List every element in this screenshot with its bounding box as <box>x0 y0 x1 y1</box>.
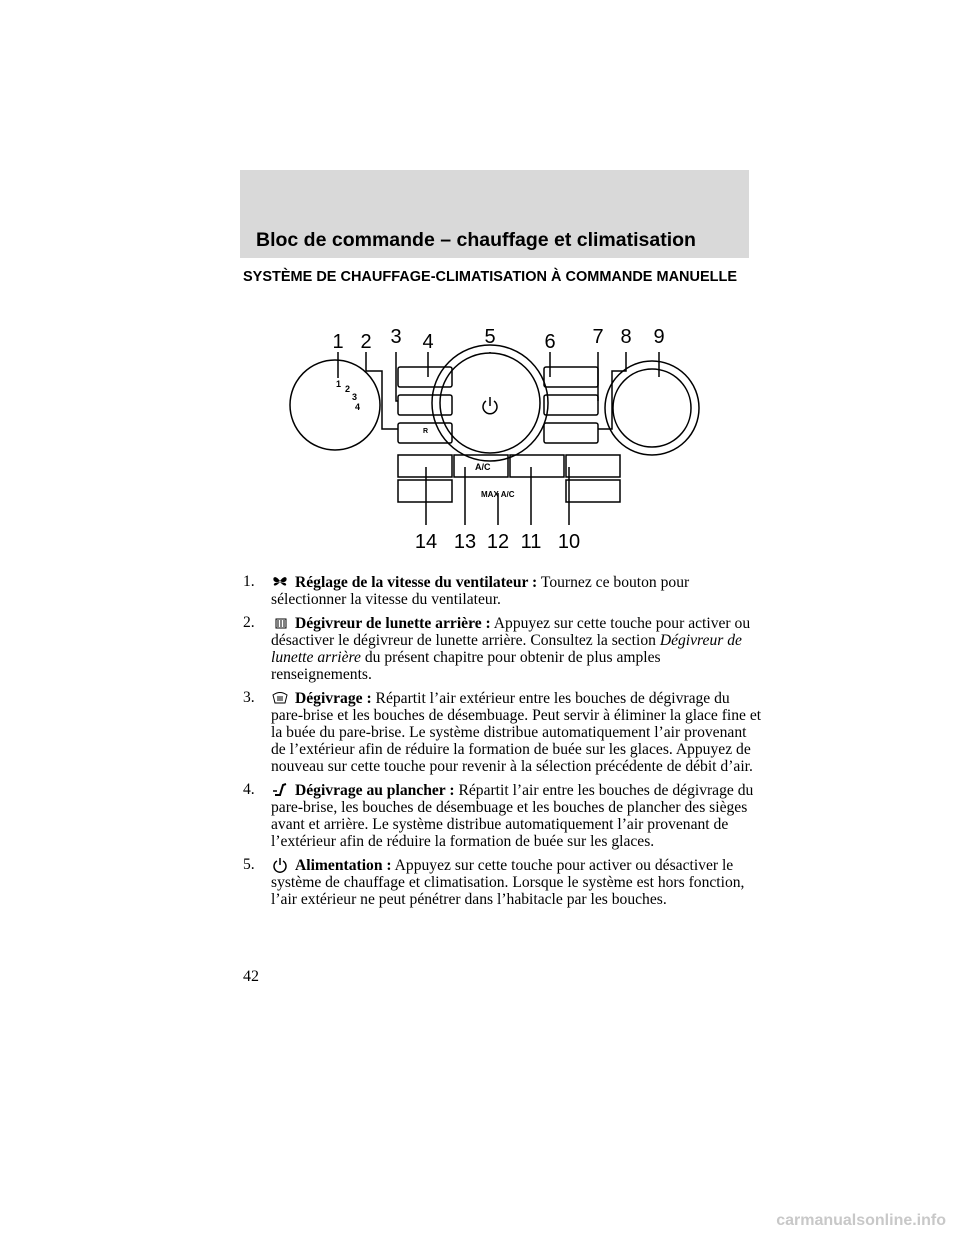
callout-6: 6 <box>544 331 556 353</box>
callout-10: 10 <box>557 531 581 553</box>
rear-label: R <box>423 428 429 435</box>
fan-knob <box>290 360 380 450</box>
callout-11: 11 <box>520 531 542 553</box>
power-icon <box>271 856 289 873</box>
callout-8: 8 <box>620 326 632 348</box>
defrost-icon <box>271 689 289 706</box>
climate-control-diagram <box>280 315 700 565</box>
temperature-knob <box>605 361 699 455</box>
callout-12: 12 <box>486 531 510 553</box>
callout-13: 13 <box>453 531 477 553</box>
list-item: 2. Dégivreur de lunette arrière : Appuyez sur cette touche pour activer ou désactiver le dégivreur de lunette arrière. Consultez la section Dégivreur de lunette arrière du présent chapitre pour obtenir de plus amples renseignements. <box>243 614 751 683</box>
mode-button-1 <box>544 367 598 387</box>
max-ac-label: MAX A/C <box>481 490 515 499</box>
list-item: 4. Dégivrage au plancher : Répartit l’air entre les bouches de dégivrage du pare-brise, les bouches de désembuage et les bouches de plancher des sièges avant et arrière. Le système distribue automatiquement l’air provenant de l’extérieur afin de réduire la formation de buée sur les glaces. <box>243 781 754 850</box>
section-heading: SYSTÈME DE CHAUFFAGE-CLIMATISATION À COMMANDE MANUELLE <box>243 269 738 285</box>
list-item: 5. Alimentation : Appuyez sur cette touche pour activer ou désactiver le système de chauffage et climatisation. Lorsque le système est hors fonction, l’air extérieur ne peut pénétrer dans l’habitacle par les bouches. <box>243 856 745 908</box>
callout-2: 2 <box>360 331 372 353</box>
power-icon <box>483 397 497 414</box>
fan-level-4: 4 <box>355 402 361 412</box>
watermark: carmanualsonline.info <box>776 1212 946 1229</box>
callout-1: 1 <box>332 331 344 353</box>
ac-label: A/C <box>475 462 491 472</box>
callout-14: 14 <box>414 531 438 553</box>
item-list <box>243 573 763 914</box>
fan-level-1: 1 <box>336 379 342 389</box>
rear-defrost-icon <box>271 614 289 631</box>
floor-defrost-icon <box>271 781 289 798</box>
fan-level-2: 2 <box>345 384 351 394</box>
callout-5: 5 <box>484 326 496 348</box>
fan-level-3: 3 <box>352 392 358 402</box>
mode-button-2 <box>544 395 598 415</box>
callout-7: 7 <box>592 326 604 348</box>
page-title: Bloc de commande – chauffage et climatisation <box>256 229 696 251</box>
list-item: 3. Dégivrage : Répartit l’air extérieur entre les bouches de dégivrage du pare-brise et les bouches de désembuage. Peut servir à éliminer la glace fine et la buée du pare-brise. Le système distribue automatiquement l’air provenant de l’extérieur afin de réduire la formation de buée sur les glaces. Appuyez de nouveau sur cette touche pour revenir à la sélection précédente de débit d’air. <box>243 689 762 775</box>
rear-defrost-button <box>398 395 452 415</box>
callout-3: 3 <box>390 326 402 348</box>
fan-icon <box>271 573 289 590</box>
heated-seat-right-button <box>566 455 620 477</box>
callout-9: 9 <box>653 326 665 348</box>
callout-4: 4 <box>422 331 434 353</box>
page-number: 42 <box>243 968 259 985</box>
recirc-button <box>510 455 564 477</box>
list-item: 1. Réglage de la vitesse du ventilateur : Tournez ce bouton pour sélectionner la vitesse du ventilateur. <box>243 573 690 608</box>
heated-seat-left-button <box>398 455 452 477</box>
floor-defrost-button <box>544 423 598 443</box>
